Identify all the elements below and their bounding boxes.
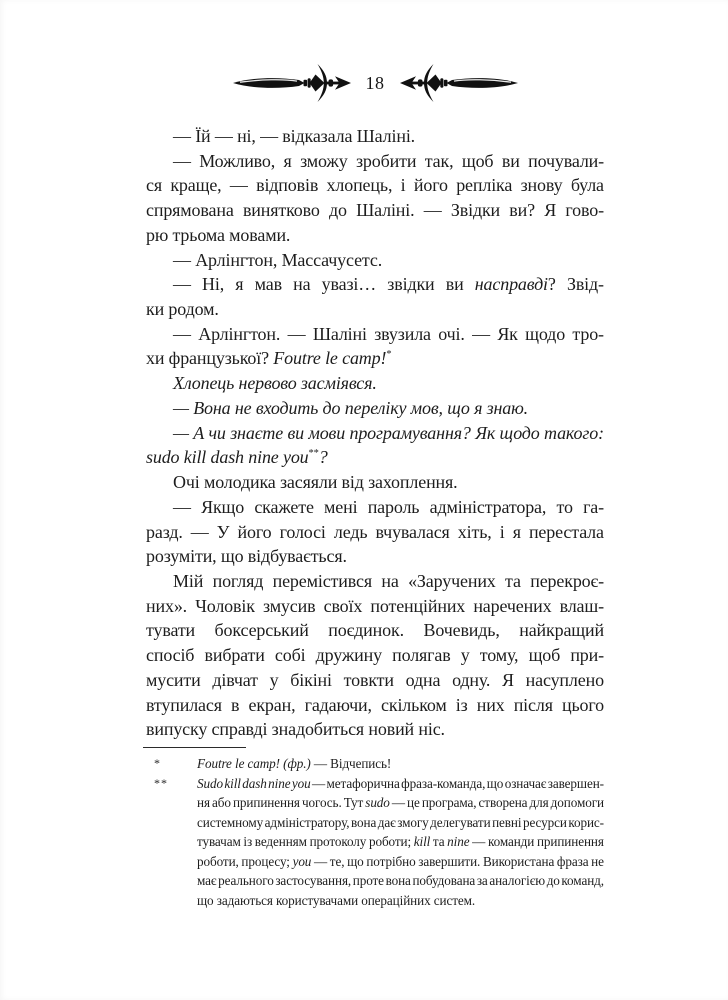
text-line: sudo kill dash nine you**? xyxy=(146,447,328,468)
paragraph xyxy=(146,396,604,421)
text-line: Foutre le camp! (фр.) — Відчепись! xyxy=(197,756,392,771)
text-line: хи французької? Foutre le camp!* xyxy=(146,348,392,369)
text-line: разд. — У його голосі ледь вчувалася хіть, і я перестала xyxy=(146,521,604,542)
paragraph xyxy=(146,470,604,495)
footnote-separator xyxy=(143,747,246,748)
paragraph xyxy=(146,421,604,470)
text-line: Sudo kill dash nine you — метафорична фраза-команда, що означає завершен- xyxy=(197,775,604,791)
paragraph xyxy=(146,248,604,273)
text-line: ся краще, — відповів хлопець, і його репліка знову була xyxy=(146,175,604,196)
sword-ornament-icon xyxy=(399,63,520,103)
paragraph xyxy=(146,569,604,742)
text-line: Хлопець нервово засміявся. xyxy=(173,373,377,394)
text-line: Мій погляд перемістився на «Заручених та перекроє- xyxy=(173,570,604,591)
text-line: — Арлінгтон. — Шаліні звузила очі. — Як щодо тро- xyxy=(173,323,604,344)
paragraph xyxy=(146,495,604,569)
text-line: Очі молодика засяяли від захоплення. xyxy=(173,472,458,493)
text-line: втупилася в екран, гадаючи, скільком із них після цього xyxy=(146,694,604,715)
text-line: тувати боксерський поєдинок. Вочевидь, найкращий xyxy=(146,620,604,641)
footnote-text xyxy=(197,754,604,774)
footnote-marker: * xyxy=(154,756,161,770)
text-line: має реального застосування, проте вона побудована за аналогією до команд, xyxy=(197,873,604,888)
text-line: тувачам із веденням протоколу роботи; kill та nine — команди припинення xyxy=(197,834,604,849)
text-line: розуміти, що відбувається. xyxy=(146,546,347,567)
text-line: — Вона не входить до переліку мов, що я знаю. xyxy=(173,397,529,418)
text-line: ки родом. xyxy=(146,299,219,320)
page-number: 18 xyxy=(365,73,385,93)
text-line: що задаються користувачами операційних систем. xyxy=(197,892,476,908)
footnote xyxy=(146,774,604,911)
text-line: спрямована винятково до Шаліні. — Звідки ви? Я гово- xyxy=(146,200,604,221)
paragraph xyxy=(146,149,604,248)
text-line: випуску справді знадобиться новий ніс. xyxy=(146,719,445,740)
text-line: мусити дівчат у бікіні товкти одна одну. Я насуплено xyxy=(146,669,604,690)
text-line: спосіб вибрати собі дружину полягав у тому, щоб при- xyxy=(146,645,604,666)
text-line: — Їй — ні, — відказала Шаліні. xyxy=(173,126,416,146)
text-line: системному адміністратору, вона дає змогу делегувати певні ресурси корис- xyxy=(197,814,604,830)
paragraph xyxy=(146,272,604,321)
text-line: рю трьома мовами. xyxy=(146,224,291,245)
paragraph xyxy=(146,371,604,396)
page-header xyxy=(146,63,604,103)
paragraph xyxy=(146,124,604,149)
footnote-text xyxy=(197,774,604,911)
footnote xyxy=(146,754,604,774)
text-line: — Арлінгтон, Массачусетс. xyxy=(173,249,383,270)
sword-ornament-icon xyxy=(231,63,352,103)
footnotes xyxy=(146,754,604,910)
paragraph xyxy=(146,322,604,371)
footnote-marker: ** xyxy=(154,775,168,790)
text-line: — А чи знаєте ви мови програмування? Як щодо такого: xyxy=(173,422,604,443)
body-text xyxy=(146,124,604,742)
text-line: них». Чоловік змусив своїх потенційних наречених влаш- xyxy=(146,595,604,616)
text-line: роботи, процесу; you — те, що потрібно завершити. Використана фраза не xyxy=(197,853,604,869)
text-line: — Якщо скажете мені пароль адміністратора, то га- xyxy=(173,496,604,517)
text-line: ня або припинення чогось. Тут sudo — це програма, створена для допомоги xyxy=(197,795,604,810)
text-line: — Ні, я мав на увазі… звідки ви насправді? Звід- xyxy=(173,274,604,295)
text-line: — Можливо, я зможу зробити так, щоб ви почували- xyxy=(173,150,604,171)
